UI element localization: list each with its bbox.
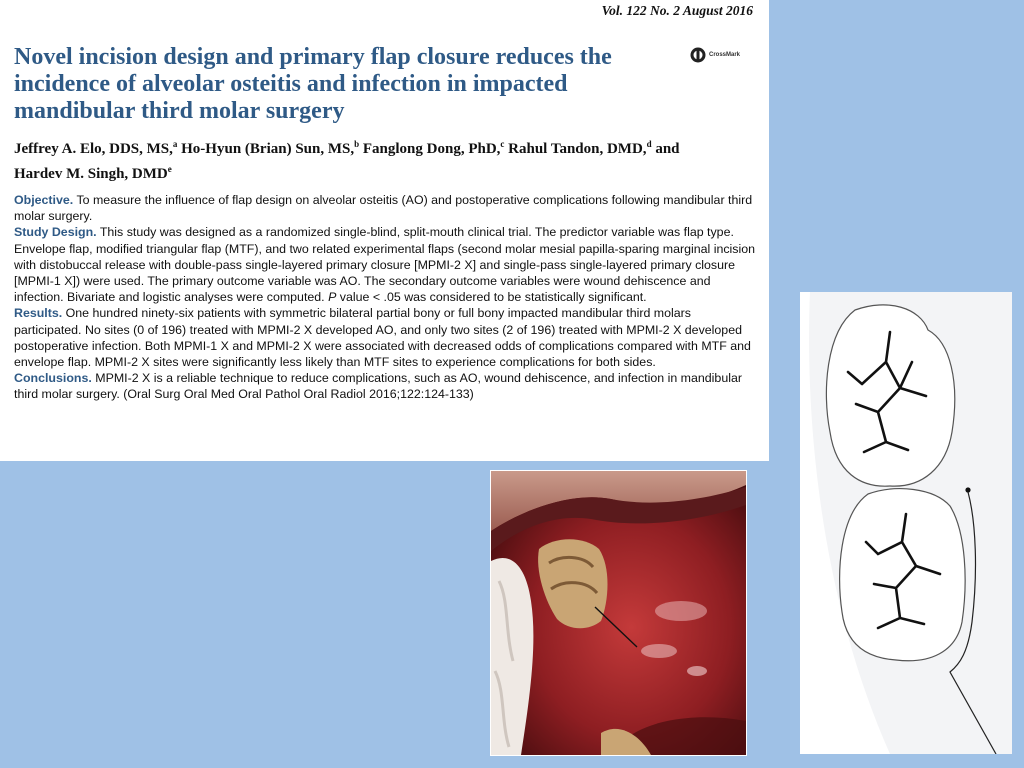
- objective-text: To measure the influence of flap design on alveolar osteitis (AO) and postoperative complications following mandibular third molar surgery.: [14, 193, 753, 224]
- journal-issue: Vol. 122 No. 2 August 2016: [601, 3, 753, 18]
- author-affiliation: c: [500, 139, 505, 149]
- author-name: Ho-Hyun (Brian) Sun, MS,: [181, 141, 355, 157]
- study-design-text-end: value < .05 was considered to be statistically significant.: [339, 290, 647, 305]
- crossmark-label: CrossMark: [709, 52, 741, 58]
- study-design-text: This study was designed as a randomized single-blind, split-mouth clinical trial. The predictor variable was flap type. Envelope flap, modified triangular flap (MTF), and two related experimental flaps (second molar mesial papilla-sparing marginal incision with distobuccal release with double-pass single-layered primary closure [MPMI-2 X] and single-pass single-layered primary closure [MPMI-1 X]) were used. The primary outcome variable was AO. The secondary outcome variables were wound dehiscence and infection. Bivariate and logistic analyses were computed.: [14, 225, 756, 305]
- article-title: Novel incision design and primary flap closure reduces the incidence of alveolar osteitis and infection in impacted mandibular third molar surgery: [14, 44, 612, 124]
- molar-illustration: [800, 292, 1012, 754]
- results-heading: Results.: [14, 306, 63, 321]
- abstract-results: [14, 305, 756, 370]
- molar-illustration-image: [800, 292, 1012, 754]
- conclusions-heading: Conclusions.: [14, 371, 92, 386]
- crossmark-badge[interactable]: [690, 46, 770, 64]
- article-abstract-page: [0, 0, 769, 461]
- and-word: and: [655, 141, 680, 157]
- author-name: Jeffrey A. Elo, DDS, MS,: [14, 141, 173, 157]
- author-affiliation: e: [167, 164, 172, 174]
- crossmark-icon: [690, 47, 706, 63]
- intraoral-photo: [490, 470, 747, 756]
- author-affiliation: d: [646, 139, 652, 149]
- abstract-study-design: [14, 224, 756, 305]
- abstract: [14, 192, 756, 403]
- author-name: Rahul Tandon, DMD,: [508, 141, 647, 157]
- intraoral-photo-image: [491, 471, 746, 755]
- author-affiliation: a: [172, 139, 178, 149]
- author-name: Fanglong Dong, PhD,: [362, 141, 501, 157]
- results-text: One hundred ninety-six patients with symmetric bilateral partial bony or full bony impacted mandibular third molars participated. No sites (0 of 196) treated with MPMI-2 X developed AO, and only two sites (2 of 196) treated with MPMI-2 X developed postoperative infection. Both MPMI-1 X and MPMI-2 X were associated with decreased odds of complications compared with MTF and envelope flap. MPMI-2 X sites were significantly less likely than MTF sites to experience complications for both sides.: [14, 306, 751, 370]
- author-list: [14, 134, 744, 184]
- objective-heading: Objective.: [14, 193, 74, 207]
- conclusions-text: MPMI-2 X is a reliable technique to reduce complications, such as AO, wound dehiscence, and infection in mandibular third molar surgery. (Oral Surg Oral Med Oral Pathol Oral Radiol 2016;122:124-133): [14, 371, 742, 402]
- author-affiliation: b: [354, 139, 360, 149]
- abstract-objective: [14, 192, 756, 224]
- p-symbol: P: [328, 290, 337, 305]
- study-design-heading: Study Design.: [14, 225, 97, 240]
- abstract-conclusions: [14, 370, 756, 402]
- author-name: Hardev M. Singh, DMD: [14, 166, 168, 182]
